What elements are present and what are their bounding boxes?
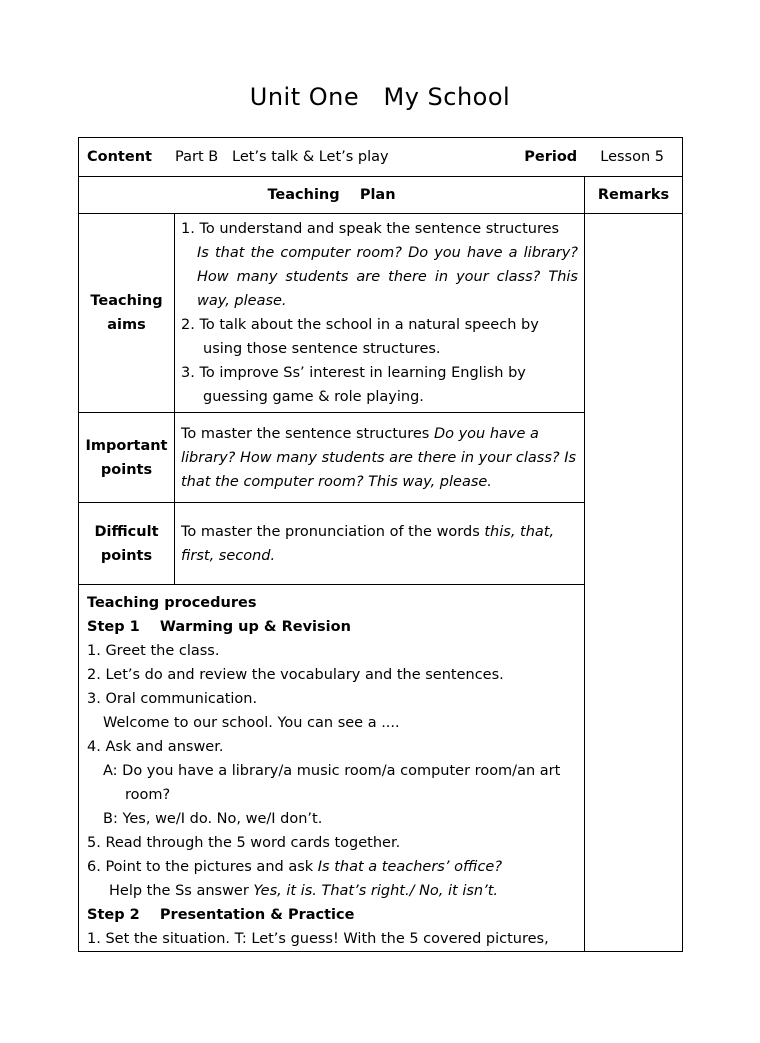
content-label: Content	[87, 149, 152, 165]
list-item: A: Do you have a library/a music room/a computer room/an art	[103, 763, 561, 779]
teaching-plan-heading: Teaching Plan	[79, 177, 585, 214]
aim-1: 1. To understand and speak the sentence structures	[181, 221, 560, 237]
content-info	[87, 149, 389, 165]
difficult-label: Difficult points	[79, 503, 175, 585]
aim-1-structures: Is that the computer room? Do you have a library? How many students are there in your class? This way, please.	[197, 245, 578, 309]
list-item: 4. Ask and answer.	[87, 739, 224, 755]
header-row	[79, 138, 683, 177]
procedures-heading: Teaching procedures	[87, 595, 257, 611]
aims-row	[79, 214, 683, 413]
aim-2-cont: using those sentence structures.	[203, 341, 441, 357]
aim-3: 3. To improve Ss’ interest in learning English by	[181, 365, 526, 381]
aim-3-cont: guessing game & role playing.	[203, 389, 424, 405]
procedures-content	[79, 585, 585, 952]
list-item: room?	[125, 787, 171, 803]
list-item: 1. Set the situation. T: Let’s guess! With the 5 covered pictures,	[87, 931, 549, 947]
plan-header-row	[79, 177, 683, 214]
period-info	[524, 149, 674, 165]
step-2-heading: Step 2 Presentation & Practice	[87, 907, 355, 923]
period-value: Lesson 5	[600, 149, 664, 165]
list-item: B: Yes, we/I do. No, we/I don’t.	[103, 811, 323, 827]
list-item: 5. Read through the 5 word cards together.	[87, 835, 401, 851]
list-item: 1. Greet the class.	[87, 643, 220, 659]
remarks-column	[585, 214, 683, 952]
aim-2: 2. To talk about the school in a natural speech by	[181, 317, 539, 333]
period-label: Period	[524, 149, 578, 165]
list-item: Welcome to our school. You can see a ....	[103, 715, 400, 731]
aims-label: Teaching aims	[79, 214, 175, 413]
difficult-content: To master the pronunciation of the words this, that, first, second.	[175, 503, 585, 585]
remarks-heading: Remarks	[585, 177, 683, 214]
important-content: To master the sentence structures Do you have a library? How many students are there in your class? Is that the computer room? This way, please.	[175, 413, 585, 503]
list-item: 3. Oral communication.	[87, 691, 258, 707]
page-title: Unit One My School	[249, 83, 511, 111]
list-item: 2. Let’s do and review the vocabulary and the sentences.	[87, 667, 504, 683]
content-value: Part B Let’s talk & Let’s play	[175, 149, 389, 165]
step-1-heading: Step 1 Warming up & Revision	[87, 619, 351, 635]
list-item: 6. Point to the pictures and ask Is that a teachers’ office?	[87, 859, 503, 875]
list-item: Help the Ss answer Yes, it is. That’s right./ No, it isn’t.	[109, 883, 499, 899]
lesson-plan-table	[78, 137, 683, 952]
important-label: Important points	[79, 413, 175, 503]
aims-content	[175, 214, 585, 413]
